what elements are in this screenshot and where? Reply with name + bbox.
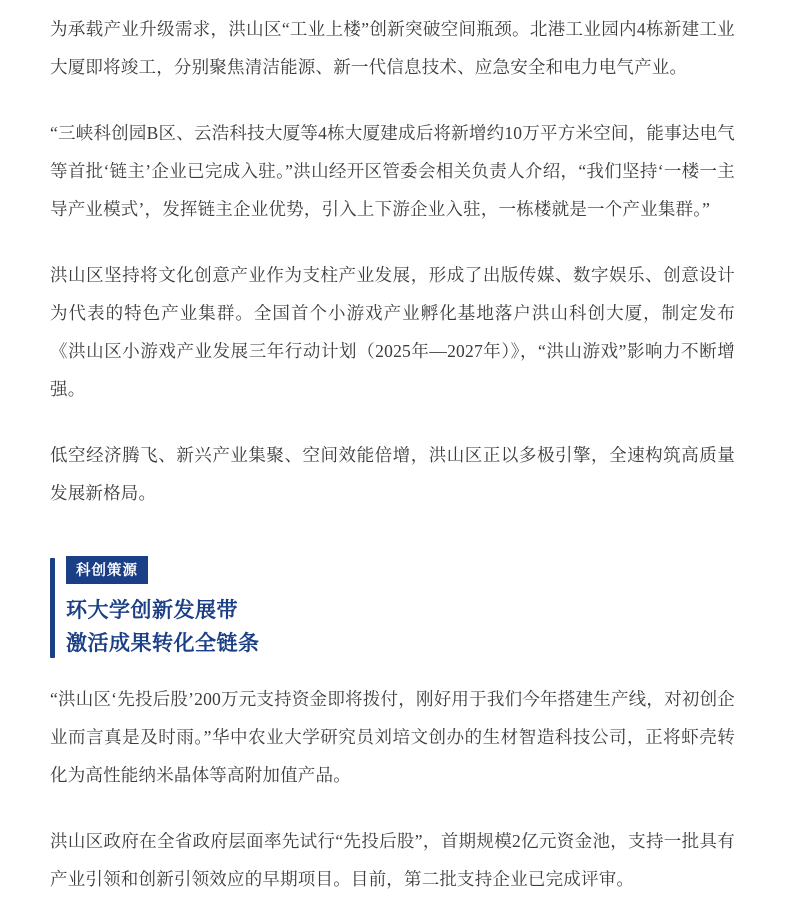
section-headline-line2: 激活成果转化全链条 [66,632,260,655]
paragraph: “洪山区‘先投后股’200万元支持资金即将拨付，刚好用于我们今年搭建生产线，对初创企业而言真是及时雨。”华中农业大学研究员刘培文创办的生材智造科技公司，正将虾壳转化为高性能纳米晶体等高附加值产品。 [50,689,735,785]
section-header [50,556,735,660]
section-headline-line1: 环大学创新发展带 [66,599,238,622]
paragraph: “三峡科创园B区、云浩科技大厦等4栋大厦建成后将新增约10万平方米空间，能事达电气等首批‘链主’企业已完成入驻。”洪山经开区管委会相关负责人介绍，“我们坚持‘一楼一主导产业模式’，发挥链主企业优势，引入上下游企业入驻，一栋楼就是一个产业集群。” [50,123,735,219]
section-tag: 科创策源 [66,556,148,584]
paragraph: 洪山区政府在全省政府层面率先试行“先投后股”，首期规模2亿元资金池，支持一批具有产业引领和创新引领效应的早期项目。目前，第二批支持企业已完成评审。 [50,831,735,889]
paragraph: 洪山区坚持将文化创意产业作为支柱产业发展，形成了出版传媒、数字娱乐、创意设计为代表的特色产业集群。全国首个小游戏产业孵化基地落户洪山科创大厦，制定发布《洪山区小游戏产业发展三年行动计划（2025年—2027年）》，“洪山游戏”影响力不断增强。 [50,265,735,399]
paragraph: 低空经济腾飞、新兴产业集聚、空间效能倍增，洪山区正以多极引擎，全速构筑高质量发展新格局。 [50,445,735,503]
paragraph: 为承载产业升级需求，洪山区“工业上楼”创新突破空间瓶颈。北港工业园内4栋新建工业大厦即将竣工，分别聚焦清洁能源、新一代信息技术、应急安全和电力电气产业。 [50,19,735,77]
